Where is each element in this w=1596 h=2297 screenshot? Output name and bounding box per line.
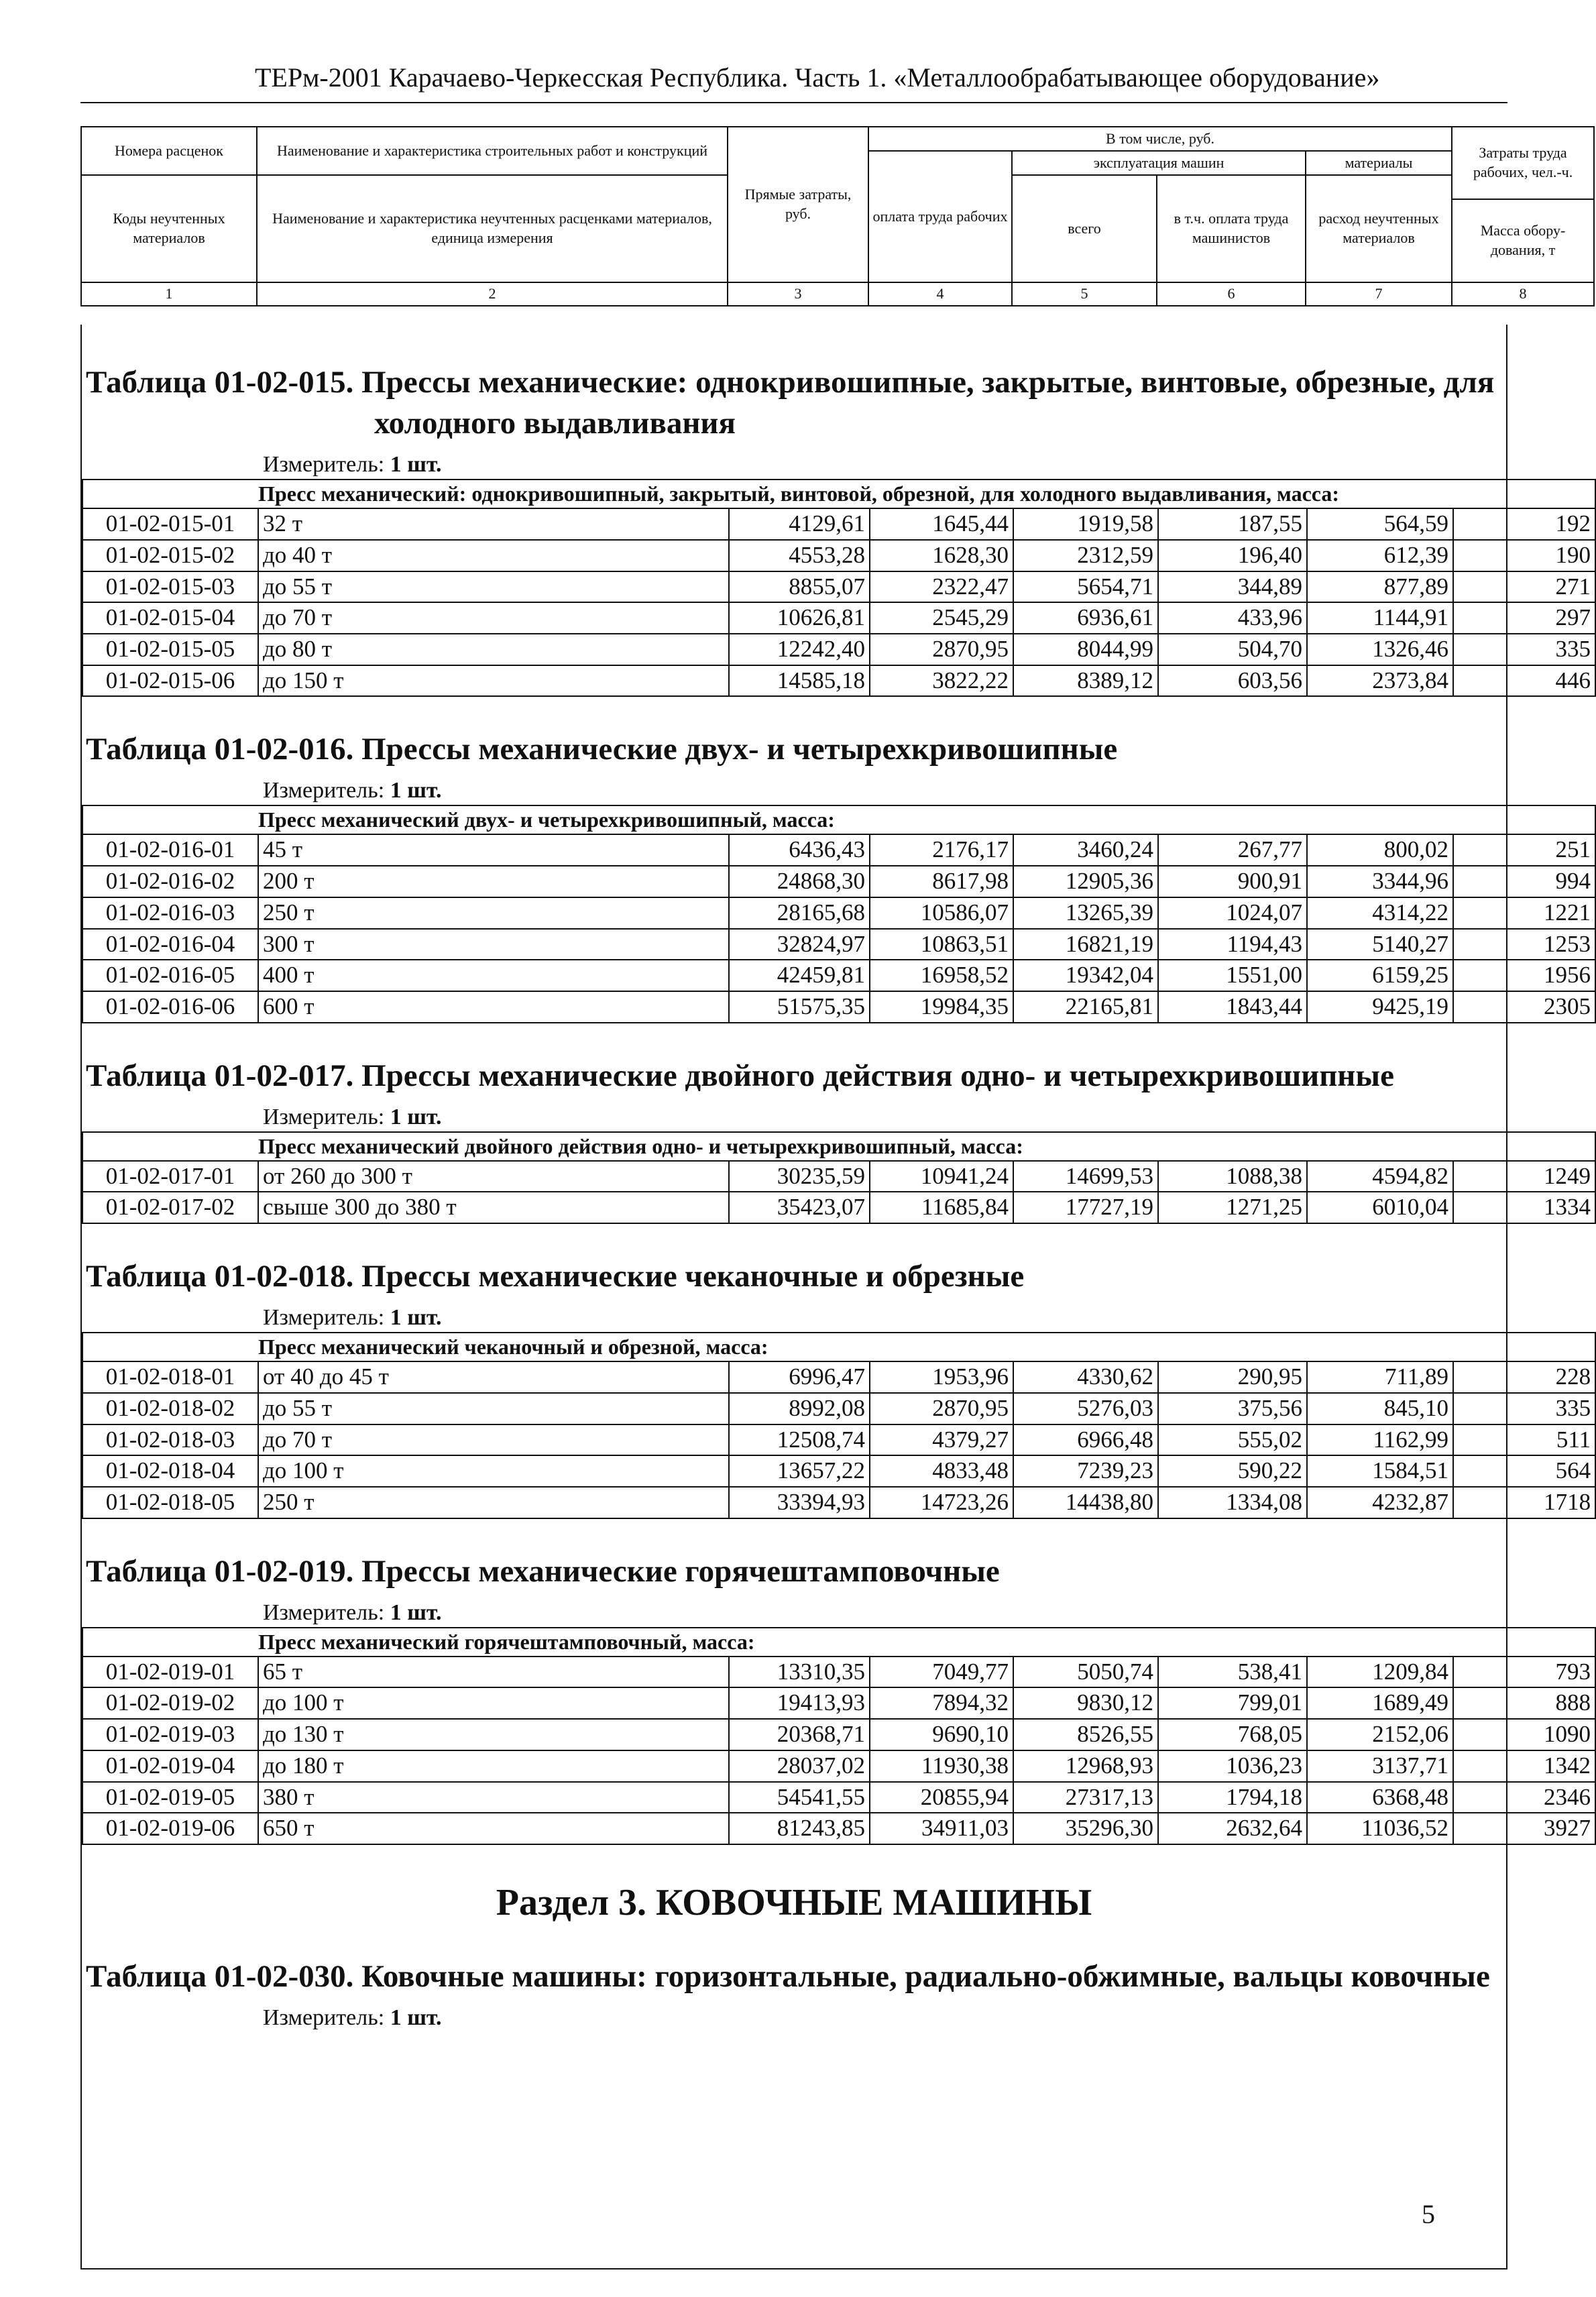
- rate-code: 01-02-019-03: [82, 1719, 258, 1750]
- rate-value: 7894,32: [870, 1687, 1013, 1719]
- table-row: [82, 1782, 1595, 1813]
- column-header-table: [80, 126, 1595, 306]
- rate-value: 297: [1453, 602, 1595, 634]
- rate-value: 8617,98: [870, 866, 1013, 897]
- rate-code: 01-02-018-03: [82, 1424, 258, 1456]
- rate-code: 01-02-015-03: [82, 571, 258, 603]
- rate-value: 190: [1453, 540, 1595, 571]
- rate-value: 24868,30: [729, 866, 870, 897]
- meter-label: Измеритель:: [263, 2005, 385, 2030]
- group-heading: Пресс механический двух- и четырехкривошипный, масса:: [258, 805, 1595, 834]
- header-machinist-pay: в т.ч. оплата труда машинистов: [1157, 175, 1306, 282]
- rate-value: 5654,71: [1013, 571, 1158, 603]
- rate-value: 2870,95: [870, 634, 1013, 665]
- rate-value: 335: [1453, 1393, 1595, 1424]
- rate-value: 1628,30: [870, 540, 1013, 571]
- rate-value: 590,22: [1158, 1455, 1307, 1487]
- rate-value: 81243,85: [729, 1813, 870, 1844]
- rate-value: 1334,08: [1158, 1487, 1307, 1518]
- table-row: [82, 1192, 1595, 1223]
- document-body: [80, 325, 1591, 2270]
- rate-name: 200 т: [258, 866, 729, 897]
- rate-value: 1249: [1453, 1161, 1595, 1192]
- rate-value: 1036,23: [1158, 1750, 1307, 1782]
- rate-value: 33394,93: [729, 1487, 870, 1518]
- rate-value: 3344,96: [1307, 866, 1453, 897]
- meter: [263, 778, 1506, 803]
- header-materials: материалы: [1306, 151, 1452, 175]
- rate-code: 01-02-018-04: [82, 1455, 258, 1487]
- group-heading: Пресс механический двойного действия одно- и четырехкривошипный, масса:: [258, 1132, 1595, 1161]
- meter: [263, 1305, 1506, 1331]
- rate-value: 12905,36: [1013, 866, 1158, 897]
- rate-value: 16958,52: [870, 960, 1013, 991]
- rate-value: 877,89: [1307, 571, 1453, 603]
- rate-value: 12968,93: [1013, 1750, 1158, 1782]
- rate-value: 1253: [1453, 929, 1595, 960]
- header-col-number: 5: [1012, 282, 1157, 306]
- group-spacer: [82, 1333, 258, 1361]
- page-header: ТЕРм-2001 Карачаево-Черкесская Республика. Часть 1. «Металлообрабатывающее оборудование»: [255, 62, 1380, 93]
- header-work-name: Наименование и характеристика строительных работ и конструкций: [257, 127, 728, 175]
- header-col-number: 8: [1452, 282, 1594, 306]
- rate-value: 3822,22: [870, 665, 1013, 697]
- meter-value: 1 шт.: [390, 2005, 442, 2030]
- rate-value: 1326,46: [1307, 634, 1453, 665]
- rate-name: до 100 т: [258, 1687, 729, 1719]
- rate-value: 2870,95: [870, 1393, 1013, 1424]
- rate-value: 228: [1453, 1361, 1595, 1393]
- rate-value: 1194,43: [1158, 929, 1307, 960]
- meter-value: 1 шт.: [390, 452, 442, 478]
- table-row: [82, 834, 1595, 866]
- group-heading: Пресс механический горячештамповочный, масса:: [258, 1628, 1595, 1657]
- rate-value: 1090: [1453, 1719, 1595, 1750]
- rate-value: 7049,77: [870, 1657, 1013, 1688]
- rate-value: 28165,68: [729, 897, 870, 929]
- rate-value: 5050,74: [1013, 1657, 1158, 1688]
- rate-value: 1162,99: [1307, 1424, 1453, 1456]
- header-col-number: 4: [868, 282, 1012, 306]
- rate-value: 196,40: [1158, 540, 1307, 571]
- header-col-number: 2: [257, 282, 728, 306]
- rate-value: 433,96: [1158, 602, 1307, 634]
- table-row: [82, 1813, 1595, 1844]
- header-machines: эксплуатация машин: [1012, 151, 1306, 175]
- rate-value: 504,70: [1158, 634, 1307, 665]
- rate-value: 54541,55: [729, 1782, 870, 1813]
- rate-name: до 80 т: [258, 634, 729, 665]
- rate-name: 45 т: [258, 834, 729, 866]
- rate-code: 01-02-015-06: [82, 665, 258, 697]
- rate-name: до 180 т: [258, 1750, 729, 1782]
- group-heading: Пресс механический чеканочный и обрезной, масса:: [258, 1333, 1595, 1361]
- table-row: [82, 897, 1595, 929]
- rate-value: 35423,07: [729, 1192, 870, 1223]
- table-row: [82, 1487, 1595, 1518]
- group-spacer: [82, 480, 258, 508]
- table-row: [82, 665, 1595, 697]
- rate-value: 14438,80: [1013, 1487, 1158, 1518]
- rate-value: 6159,25: [1307, 960, 1453, 991]
- rate-value: 10626,81: [729, 602, 870, 634]
- rate-value: 22165,81: [1013, 991, 1158, 1023]
- table-row: [82, 1750, 1595, 1782]
- rate-value: 2305: [1453, 991, 1595, 1023]
- rate-table: [82, 1131, 1596, 1224]
- table-row: [82, 1657, 1595, 1688]
- rate-value: 4594,82: [1307, 1161, 1453, 1192]
- meter-label: Измеритель:: [263, 1104, 385, 1129]
- meter-label: Измеритель:: [263, 1600, 385, 1625]
- rate-code: 01-02-016-03: [82, 897, 258, 929]
- rate-value: 603,56: [1158, 665, 1307, 697]
- rate-value: 14585,18: [729, 665, 870, 697]
- rate-name: до 55 т: [258, 1393, 729, 1424]
- rate-value: 251: [1453, 834, 1595, 866]
- rate-table: [82, 1627, 1596, 1845]
- rate-value: 344,89: [1158, 571, 1307, 603]
- rate-value: 845,10: [1307, 1393, 1453, 1424]
- table-row: [82, 508, 1595, 540]
- rate-value: 1689,49: [1307, 1687, 1453, 1719]
- rate-value: 271: [1453, 571, 1595, 603]
- rate-value: 375,56: [1158, 1393, 1307, 1424]
- rate-value: 192: [1453, 508, 1595, 540]
- rate-value: 335: [1453, 634, 1595, 665]
- table-row: [82, 1361, 1595, 1393]
- rate-value: 800,02: [1307, 834, 1453, 866]
- rate-value: 2346: [1453, 1782, 1595, 1813]
- meter: [263, 1105, 1506, 1130]
- rate-value: 6368,48: [1307, 1782, 1453, 1813]
- group-row: [82, 1628, 1595, 1657]
- table-row: [82, 1455, 1595, 1487]
- header-rule: [80, 102, 1507, 103]
- rate-value: 768,05: [1158, 1719, 1307, 1750]
- meter-label: Измеритель:: [263, 1305, 385, 1331]
- rate-value: 1919,58: [1013, 508, 1158, 540]
- rate-value: 564,59: [1307, 508, 1453, 540]
- rate-value: 16821,19: [1013, 929, 1158, 960]
- rate-value: 30235,59: [729, 1161, 870, 1192]
- header-unaccounted-codes: Коды неучтенных материалов: [81, 175, 257, 282]
- rate-value: 1953,96: [870, 1361, 1013, 1393]
- rate-value: 1221: [1453, 897, 1595, 929]
- rate-value: 14723,26: [870, 1487, 1013, 1518]
- rate-value: 1334: [1453, 1192, 1595, 1223]
- table-row: [82, 1393, 1595, 1424]
- rate-value: 4553,28: [729, 540, 870, 571]
- rate-name: 300 т: [258, 929, 729, 960]
- rate-value: 8389,12: [1013, 665, 1158, 697]
- rate-value: 19984,35: [870, 991, 1013, 1023]
- rate-value: 1271,25: [1158, 1192, 1307, 1223]
- header-worker-pay: оплата труда рабочих: [868, 151, 1012, 282]
- rate-value: 13265,39: [1013, 897, 1158, 929]
- rate-value: 555,02: [1158, 1424, 1307, 1456]
- group-row: [82, 1333, 1595, 1361]
- rate-value: 187,55: [1158, 508, 1307, 540]
- rate-value: 6436,43: [729, 834, 870, 866]
- rate-name: до 40 т: [258, 540, 729, 571]
- rate-value: 1024,07: [1158, 897, 1307, 929]
- rate-value: 900,91: [1158, 866, 1307, 897]
- rate-value: 8855,07: [729, 571, 870, 603]
- header-including: В том числе, руб.: [868, 127, 1452, 151]
- table-row: [82, 1424, 1595, 1456]
- tables-container: [82, 362, 1591, 1845]
- rate-value: 19413,93: [729, 1687, 870, 1719]
- meter-value: 1 шт.: [390, 1104, 442, 1129]
- rate-code: 01-02-015-04: [82, 602, 258, 634]
- rate-value: 994: [1453, 866, 1595, 897]
- page-number: 5: [1422, 2199, 1435, 2229]
- rate-value: 20368,71: [729, 1719, 870, 1750]
- rate-value: 20855,94: [870, 1782, 1013, 1813]
- rate-value: 4379,27: [870, 1424, 1013, 1456]
- rate-table: [82, 805, 1596, 1023]
- rate-code: 01-02-016-02: [82, 866, 258, 897]
- rate-code: 01-02-016-06: [82, 991, 258, 1023]
- table-row: [82, 1687, 1595, 1719]
- rate-name: 250 т: [258, 1487, 729, 1518]
- rate-value: 3137,71: [1307, 1750, 1453, 1782]
- rate-value: 51575,35: [729, 991, 870, 1023]
- rate-value: 511: [1453, 1424, 1595, 1456]
- rate-value: 2312,59: [1013, 540, 1158, 571]
- rate-value: 9425,19: [1307, 991, 1453, 1023]
- rate-value: 10863,51: [870, 929, 1013, 960]
- header-machines-total: всего: [1012, 175, 1157, 282]
- rate-value: 4129,61: [729, 508, 870, 540]
- header-col-number: 7: [1306, 282, 1452, 306]
- rate-value: 6010,04: [1307, 1192, 1453, 1223]
- table-row: [82, 571, 1595, 603]
- rate-value: 32824,97: [729, 929, 870, 960]
- rate-table: [82, 1332, 1596, 1518]
- rate-name: 250 т: [258, 897, 729, 929]
- rate-value: 3460,24: [1013, 834, 1158, 866]
- rate-code: 01-02-017-01: [82, 1161, 258, 1192]
- rate-value: 711,89: [1307, 1361, 1453, 1393]
- rate-value: 11036,52: [1307, 1813, 1453, 1844]
- meter-label: Измеритель:: [263, 778, 385, 803]
- header-equipment-mass: Масса обору-дования, т: [1452, 199, 1594, 282]
- rate-value: 1209,84: [1307, 1657, 1453, 1688]
- rate-code: 01-02-019-04: [82, 1750, 258, 1782]
- rate-value: 4232,87: [1307, 1487, 1453, 1518]
- rate-value: 2545,29: [870, 602, 1013, 634]
- rate-value: 3927: [1453, 1813, 1595, 1844]
- table-title: Таблица 01-02-017. Прессы механические двойного действия одно- и четырехкривошипные: [86, 1058, 1394, 1093]
- rate-value: 1088,38: [1158, 1161, 1307, 1192]
- rate-value: 11685,84: [870, 1192, 1013, 1223]
- header-unaccounted-use: расход неучтенных материалов: [1306, 175, 1452, 282]
- rate-value: 290,95: [1158, 1361, 1307, 1393]
- rate-name: до 100 т: [258, 1455, 729, 1487]
- meter-value: 1 шт.: [390, 1600, 442, 1625]
- rate-name: до 70 т: [258, 1424, 729, 1456]
- rate-value: 19342,04: [1013, 960, 1158, 991]
- rate-value: 8992,08: [729, 1393, 870, 1424]
- rate-value: 4330,62: [1013, 1361, 1158, 1393]
- header-col-number: 1: [81, 282, 257, 306]
- rate-value: 35296,30: [1013, 1813, 1158, 1844]
- rate-code: 01-02-018-01: [82, 1361, 258, 1393]
- table-row: [82, 866, 1595, 897]
- rate-value: 6966,48: [1013, 1424, 1158, 1456]
- rate-value: 2152,06: [1307, 1719, 1453, 1750]
- rate-value: 4833,48: [870, 1455, 1013, 1487]
- rate-name: 380 т: [258, 1782, 729, 1813]
- rate-code: 01-02-018-02: [82, 1393, 258, 1424]
- group-spacer: [82, 805, 258, 834]
- group-spacer: [82, 1132, 258, 1161]
- rate-code: 01-02-017-02: [82, 1192, 258, 1223]
- rate-value: 9690,10: [870, 1719, 1013, 1750]
- table-row: [82, 929, 1595, 960]
- table-row: [82, 991, 1595, 1023]
- rate-name: свыше 300 до 380 т: [258, 1192, 729, 1223]
- header-labor-hours: Затраты труда рабочих, чел.-ч.: [1452, 127, 1594, 199]
- rate-value: 9830,12: [1013, 1687, 1158, 1719]
- rate-code: 01-02-018-05: [82, 1487, 258, 1518]
- rate-value: 538,41: [1158, 1657, 1307, 1688]
- rate-value: 11930,38: [870, 1750, 1013, 1782]
- rate-code: 01-02-019-06: [82, 1813, 258, 1844]
- rate-value: 1551,00: [1158, 960, 1307, 991]
- table-row: [82, 634, 1595, 665]
- rate-value: 12508,74: [729, 1424, 870, 1456]
- header-rate-numbers: Номера расценок: [81, 127, 257, 175]
- meter-label: Измеритель:: [263, 452, 385, 478]
- rate-value: 34911,03: [870, 1813, 1013, 1844]
- meter: [263, 1600, 1506, 1626]
- table-title: Таблица 01-02-015. Прессы механические: однокривошипные, закрытые, винтовые, обрезные, для холодного выдавливания: [86, 365, 1495, 441]
- meter-value: 1 шт.: [390, 778, 442, 803]
- header-direct-costs: Прямые затраты, руб.: [728, 127, 868, 282]
- rate-value: 1956: [1453, 960, 1595, 991]
- rate-value: 2322,47: [870, 571, 1013, 603]
- table-row: [82, 540, 1595, 571]
- rate-value: 1718: [1453, 1487, 1595, 1518]
- rate-value: 5140,27: [1307, 929, 1453, 960]
- rate-value: 5276,03: [1013, 1393, 1158, 1424]
- rate-code: 01-02-019-05: [82, 1782, 258, 1813]
- table-row: [82, 1719, 1595, 1750]
- rate-value: 7239,23: [1013, 1455, 1158, 1487]
- rate-name: до 130 т: [258, 1719, 729, 1750]
- header-unaccounted-materials: Наименование и характеристика неучтенных расценками материалов, единица измерения: [257, 175, 728, 282]
- rate-value: 612,39: [1307, 540, 1453, 571]
- group-row: [82, 1132, 1595, 1161]
- group-row: [82, 805, 1595, 834]
- rate-value: 564: [1453, 1455, 1595, 1487]
- rate-value: 10586,07: [870, 897, 1013, 929]
- meter-value: 1 шт.: [390, 1305, 442, 1331]
- rate-value: 8526,55: [1013, 1719, 1158, 1750]
- rate-value: 1794,18: [1158, 1782, 1307, 1813]
- rate-code: 01-02-015-05: [82, 634, 258, 665]
- rate-name: от 40 до 45 т: [258, 1361, 729, 1393]
- rate-table: [82, 479, 1596, 697]
- rate-code: 01-02-019-01: [82, 1657, 258, 1688]
- rate-code: 01-02-016-05: [82, 960, 258, 991]
- table-title: Таблица 01-02-018. Прессы механические чеканочные и обрезные: [86, 1259, 1025, 1294]
- rate-name: до 55 т: [258, 571, 729, 603]
- rate-name: 65 т: [258, 1657, 729, 1688]
- rate-code: 01-02-019-02: [82, 1687, 258, 1719]
- rate-value: 28037,02: [729, 1750, 870, 1782]
- rate-code: 01-02-016-04: [82, 929, 258, 960]
- rate-value: 8044,99: [1013, 634, 1158, 665]
- rate-name: от 260 до 300 т: [258, 1161, 729, 1192]
- meter: [263, 452, 1506, 478]
- rate-name: до 70 т: [258, 602, 729, 634]
- rate-name: 600 т: [258, 991, 729, 1023]
- rate-value: 2632,64: [1158, 1813, 1307, 1844]
- rate-value: 888: [1453, 1687, 1595, 1719]
- rate-value: 1144,91: [1307, 602, 1453, 634]
- rate-value: 4314,22: [1307, 897, 1453, 929]
- group-heading: Пресс механический: однокривошипный, закрытый, винтовой, обрезной, для холодного выдавливания, масса:: [258, 480, 1595, 508]
- section-title: Раздел 3. КОВОЧНЫЕ МАШИНЫ: [496, 1881, 1092, 1923]
- rate-value: 2373,84: [1307, 665, 1453, 697]
- rate-code: 01-02-015-01: [82, 508, 258, 540]
- rate-value: 14699,53: [1013, 1161, 1158, 1192]
- header-col-number: 6: [1157, 282, 1306, 306]
- group-spacer: [82, 1628, 258, 1657]
- rate-value: 13657,22: [729, 1455, 870, 1487]
- rate-code: 01-02-016-01: [82, 834, 258, 866]
- rate-value: 13310,35: [729, 1657, 870, 1688]
- table-row: [82, 1161, 1595, 1192]
- rate-value: 1342: [1453, 1750, 1595, 1782]
- table-row: [82, 602, 1595, 634]
- rate-value: 6996,47: [729, 1361, 870, 1393]
- meter: [263, 2005, 1506, 2031]
- table-row: [82, 960, 1595, 991]
- rate-value: 799,01: [1158, 1687, 1307, 1719]
- rate-name: 650 т: [258, 1813, 729, 1844]
- rate-value: 1584,51: [1307, 1455, 1453, 1487]
- rate-value: 17727,19: [1013, 1192, 1158, 1223]
- rate-value: 1843,44: [1158, 991, 1307, 1023]
- rate-name: 400 т: [258, 960, 729, 991]
- rate-value: 1645,44: [870, 508, 1013, 540]
- rate-value: 793: [1453, 1657, 1595, 1688]
- rate-value: 267,77: [1158, 834, 1307, 866]
- table-title: Таблица 01-02-030. Ковочные машины: горизонтальные, радиально-обжимные, вальцы ковочные: [86, 1958, 1490, 1994]
- rate-value: 446: [1453, 665, 1595, 697]
- rate-value: 6936,61: [1013, 602, 1158, 634]
- rate-name: 32 т: [258, 508, 729, 540]
- rate-name: до 150 т: [258, 665, 729, 697]
- rate-value: 42459,81: [729, 960, 870, 991]
- table-title: Таблица 01-02-016. Прессы механические двух- и четырехкривошипные: [86, 732, 1118, 767]
- rate-value: 2176,17: [870, 834, 1013, 866]
- group-row: [82, 480, 1595, 508]
- rate-value: 12242,40: [729, 634, 870, 665]
- header-col-number: 3: [728, 282, 868, 306]
- table-title: Таблица 01-02-019. Прессы механические горячештамповочные: [86, 1553, 1000, 1589]
- rate-value: 10941,24: [870, 1161, 1013, 1192]
- rate-value: 27317,13: [1013, 1782, 1158, 1813]
- rate-code: 01-02-015-02: [82, 540, 258, 571]
